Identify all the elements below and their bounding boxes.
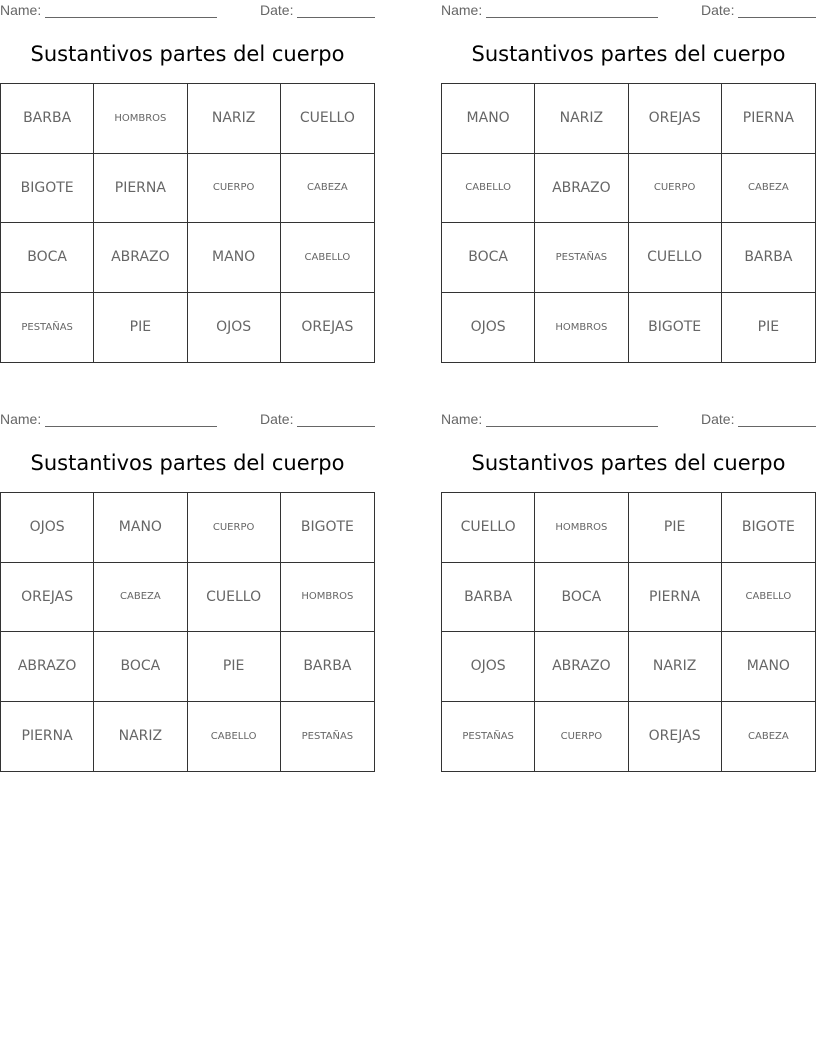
bingo-cell: PESTAÑAS xyxy=(442,702,535,772)
bingo-cell: MANO xyxy=(442,84,535,154)
name-label: Name: xyxy=(441,2,483,18)
bingo-cell: BOCA xyxy=(1,223,94,293)
bingo-cell: BOCA xyxy=(94,632,187,702)
bingo-cell: BIGOTE xyxy=(629,293,722,363)
bingo-cell: PIERNA xyxy=(629,563,722,633)
date-label: Date: xyxy=(701,411,735,427)
bingo-grid xyxy=(0,492,375,772)
name-line xyxy=(45,17,217,18)
name-label: Name: xyxy=(441,411,483,427)
bingo-cell: OREJAS xyxy=(301,319,354,336)
card-title: Sustantivos partes del cuerpo xyxy=(30,42,345,66)
card-title: Sustantivos partes del cuerpo xyxy=(471,451,786,475)
bingo-cell: CUERPO xyxy=(188,154,281,224)
name-label: Name: xyxy=(0,411,42,427)
bingo-cell: NARIZ xyxy=(629,632,722,702)
bingo-cell: BARBA xyxy=(442,563,535,633)
date-label: Date: xyxy=(260,2,294,18)
bingo-cell: PIE xyxy=(94,293,187,363)
bingo-cell: CABEZA xyxy=(722,154,815,224)
bingo-cell: BIGOTE xyxy=(1,154,94,224)
bingo-cell: CABEZA xyxy=(748,730,789,742)
bingo-cell: CUELLO xyxy=(442,493,535,563)
bingo-cell: OREJAS xyxy=(629,702,722,772)
bingo-cell: CABELLO xyxy=(188,702,281,772)
name-line xyxy=(486,17,658,18)
bingo-cell: MANO xyxy=(94,493,187,563)
bingo-cell: CUELLO xyxy=(188,563,281,633)
bingo-cell: BOCA xyxy=(535,563,628,633)
bingo-cell: CABEZA xyxy=(94,563,187,633)
bingo-cell: BIGOTE xyxy=(722,493,815,563)
bingo-cell: OJOS xyxy=(442,293,535,363)
bingo-cell: HOMBROS xyxy=(535,293,628,363)
bingo-cell: NARIZ xyxy=(94,702,187,772)
bingo-cell: PIERNA xyxy=(1,702,94,772)
date-line xyxy=(297,17,375,18)
bingo-cell: ABRAZO xyxy=(94,223,187,293)
bingo-grid xyxy=(441,83,816,363)
bingo-cell: PIE xyxy=(629,493,722,563)
bingo-cell: PESTAÑAS xyxy=(535,223,628,293)
date-label: Date: xyxy=(701,2,735,18)
bingo-cell: HOMBROS xyxy=(281,563,374,633)
bingo-cell: NARIZ xyxy=(535,84,628,154)
bingo-cell: PIERNA xyxy=(94,154,187,224)
bingo-cell: BARBA xyxy=(722,223,815,293)
bingo-cell: CABELLO xyxy=(722,563,815,633)
bingo-cell: CABELLO xyxy=(442,154,535,224)
bingo-cell: CABEZA xyxy=(281,154,374,224)
name-line xyxy=(45,426,217,427)
bingo-cell: PESTAÑAS xyxy=(301,730,354,742)
name-label: Name: xyxy=(0,2,42,18)
bingo-cell: CUELLO xyxy=(629,223,722,293)
card-title: Sustantivos partes del cuerpo xyxy=(471,42,786,66)
bingo-cell: PIERNA xyxy=(722,84,815,154)
date-label: Date: xyxy=(260,411,294,427)
bingo-cell: BARBA xyxy=(281,632,374,702)
bingo-cell: HOMBROS xyxy=(94,84,187,154)
card-header xyxy=(441,2,816,20)
bingo-card xyxy=(0,0,375,375)
bingo-grid xyxy=(0,83,375,363)
bingo-cell: MANO xyxy=(188,223,281,293)
card-header xyxy=(441,411,816,429)
bingo-cell: CUERPO xyxy=(535,702,628,772)
bingo-cell: CABELLO xyxy=(281,223,374,293)
bingo-cell: OJOS xyxy=(1,493,94,563)
bingo-cell: PESTAÑAS xyxy=(1,293,94,363)
bingo-cell: CUERPO xyxy=(188,493,281,563)
bingo-cell: ABRAZO xyxy=(535,154,628,224)
bingo-cell: NARIZ xyxy=(188,84,281,154)
bingo-cell: BOCA xyxy=(442,223,535,293)
bingo-card xyxy=(441,409,816,784)
date-line xyxy=(738,17,816,18)
bingo-cell: OREJAS xyxy=(629,84,722,154)
bingo-cell: HOMBROS xyxy=(535,493,628,563)
card-header xyxy=(0,411,375,429)
name-line xyxy=(486,426,658,427)
card-header xyxy=(0,2,375,20)
bingo-cell: PIE xyxy=(188,632,281,702)
bingo-cell: CUELLO xyxy=(281,84,374,154)
bingo-card xyxy=(441,0,816,375)
bingo-cell: MANO xyxy=(722,632,815,702)
bingo-cell: OJOS xyxy=(188,293,281,363)
date-line xyxy=(738,426,816,427)
card-title: Sustantivos partes del cuerpo xyxy=(30,451,345,475)
bingo-cell: BIGOTE xyxy=(281,493,374,563)
bingo-cell: OREJAS xyxy=(1,563,94,633)
bingo-grid xyxy=(441,492,816,772)
bingo-cell: ABRAZO xyxy=(1,632,94,702)
bingo-cell: BARBA xyxy=(1,84,94,154)
date-line xyxy=(297,426,375,427)
bingo-cell: ABRAZO xyxy=(535,632,628,702)
bingo-cell: PIE xyxy=(757,319,780,336)
bingo-card xyxy=(0,409,375,784)
bingo-cell: CUERPO xyxy=(629,154,722,224)
bingo-cell: OJOS xyxy=(442,632,535,702)
